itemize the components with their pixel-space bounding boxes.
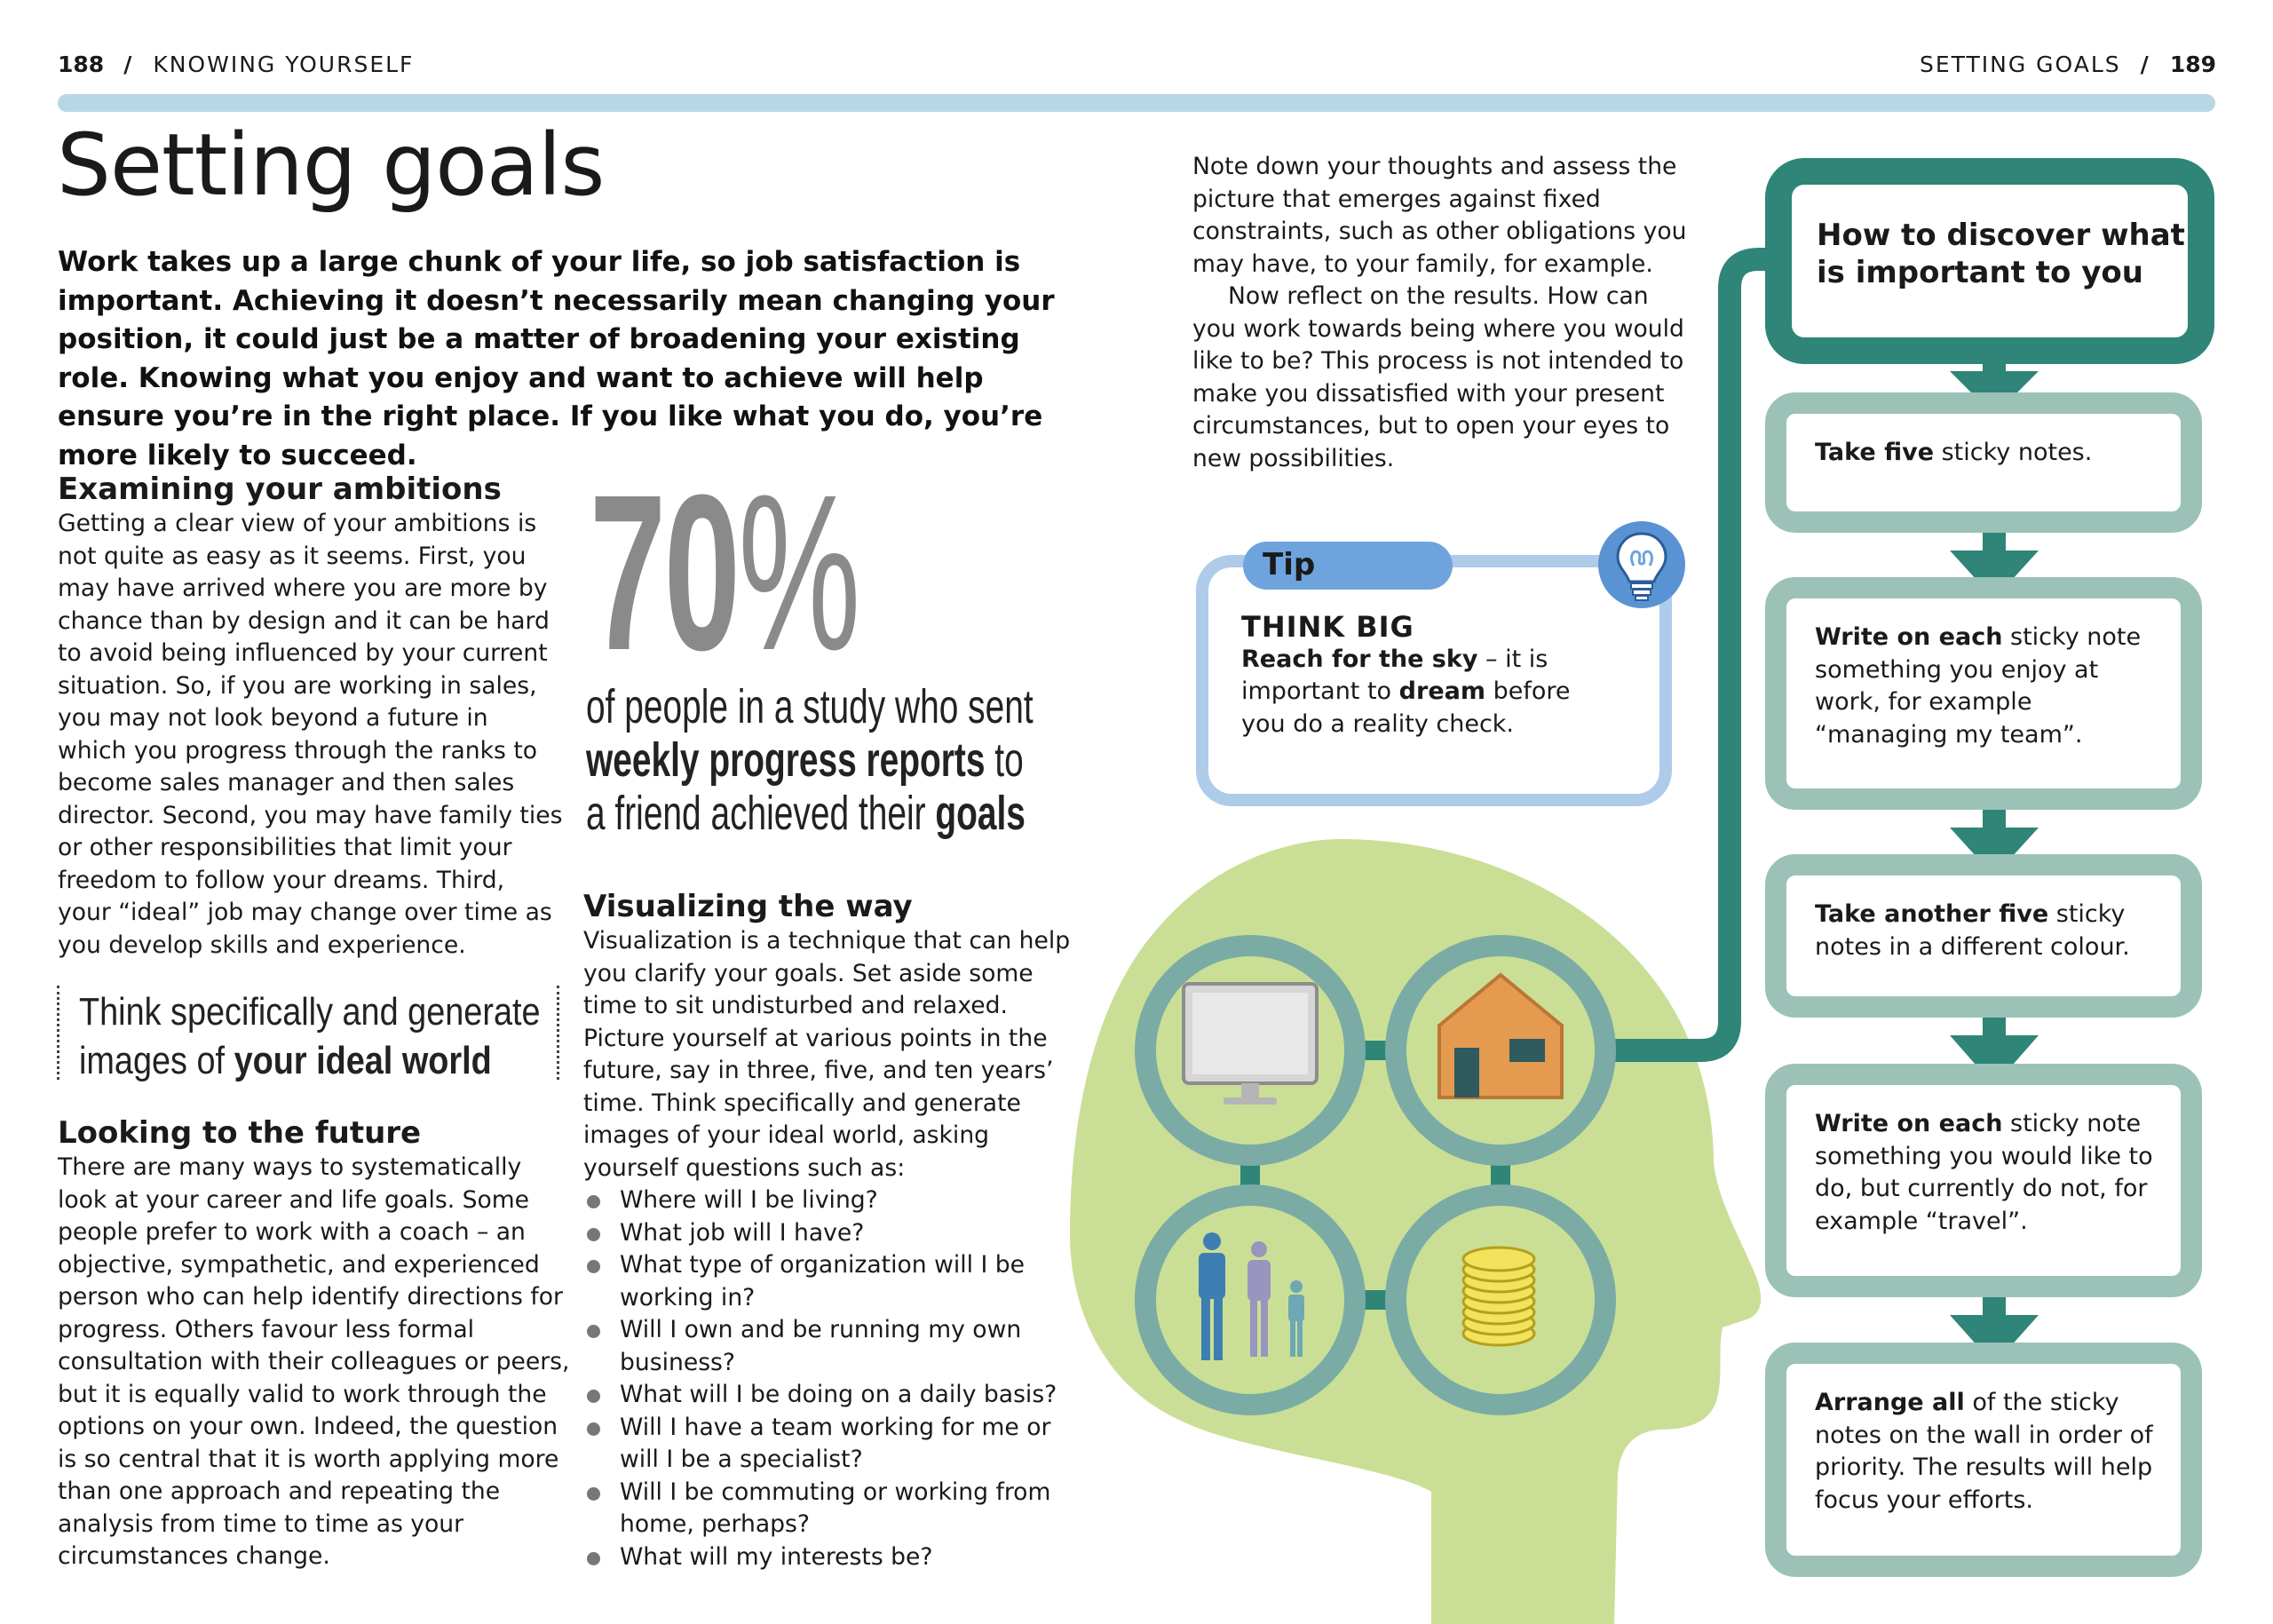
- list-item: What will I be doing on a daily basis?: [583, 1379, 1081, 1412]
- future-body: There are many ways to systematically look at your career and life goals. Some people prefer to work with a coach – an objective, sympathetic, and experienced person who can help identify directions for progress. Others favour less formal consultation with their colleagues or peers, but it is equally valid to work through the options on your own. Indeed, the question is so central that it is worth applying more than one approach and repeating the analysis from time to time as your circumstances change.: [58, 1153, 570, 1570]
- right-running-header: SETTING GOALS / 189: [1920, 51, 2216, 77]
- right-page-number: 189: [2169, 51, 2216, 77]
- examining-heading: Examining your ambitions: [58, 471, 502, 507]
- tip-label: Tip: [1263, 547, 1316, 582]
- stat-number: 70%: [590, 448, 859, 696]
- flow-step-2: Write on each sticky note something you enjoy at work, for example “managing my team”.: [1765, 577, 2202, 810]
- left-running-header: 188 / KNOWING YOURSELF: [58, 51, 415, 77]
- flow-step-5: Arrange all of the sticky notes on the wall in order of priority. The results will help focus your efforts.: [1765, 1343, 2202, 1577]
- pull-quote-line1: Think specifically and generate: [79, 990, 541, 1034]
- visualizing-body: Visualization is a technique that can help you clarify your goals. Set aside some time to sit undisturbed and relaxed. Picture yourself at various points in the future, say in three, five, and ten years’ time. Think specifically and generate images of your ideal world, asking yourself questions such as:: [583, 927, 1071, 1182]
- flow-step-4: Write on each sticky note something you would like to do, but currently do not, for example “travel”.: [1765, 1064, 2202, 1297]
- right-section-title: SETTING GOALS: [1920, 51, 2121, 77]
- flow-step-3: Take another five sticky notes in a different colour.: [1765, 854, 2202, 1018]
- pull-quote-line2: images of: [79, 1039, 234, 1082]
- tip-content: THINK BIG Reach for the sky – it is important to dream before you do a reality check.: [1241, 611, 1614, 741]
- stat-caption: of people in a study who sent weekly progress reports to a friend achieved their goals: [586, 680, 1034, 840]
- list-item: Will I be commuting or working from home, perhaps?: [583, 1477, 1081, 1541]
- list-item: What job will I have?: [583, 1217, 1081, 1250]
- flow-step-1: Take five sticky notes.: [1765, 392, 2202, 533]
- list-item: Will I have a team working for me or will I be a specialist?: [583, 1412, 1081, 1477]
- list-item: Where will I be living?: [583, 1184, 1081, 1217]
- left-section-title: KNOWING YOURSELF: [153, 51, 415, 77]
- flowchart-title: How to discover what is important to you: [1817, 218, 2185, 290]
- page-title: Setting goals: [57, 115, 605, 215]
- pull-quote-emphasis: your ideal world: [234, 1039, 492, 1082]
- coins-icon: [1463, 1248, 1534, 1345]
- examining-body: Getting a clear view of your ambitions is not quite as easy as it seems. First, you may have arrived where you are more by chance than by design and it can be hard to avoid being influenced by your current situation. So, if you are working in sales, you may not look beyond a future in which you progress through the ranks to become sales manager and then sales director. Second, you may have family ties or other responsibilities that limit your freedom to follow your dreams. Third, your “ideal” job may change over time as you develop skills and experience.: [58, 510, 563, 959]
- stat-percent-sign: %: [738, 448, 859, 696]
- flowchart-title-box: [1765, 158, 2214, 364]
- visualizing-heading: Visualizing the way: [583, 889, 913, 924]
- reflect-para2: Now reflect on the results. How can you work towards being where you would like to be? This process is not intended to make you dissatisfied with your present circumstances, but to open your eyes to new possibilities.: [1192, 282, 1684, 472]
- list-item: Will I own and be running my own business?: [583, 1314, 1081, 1379]
- future-heading: Looking to the future: [58, 1115, 422, 1151]
- intro-paragraph: Work takes up a large chunk of your life, so job satisfaction is important. Achieving it doesn’t necessarily mean changing your position, it could just be a matter of broadening your existing role. Knowing what you enjoy and want to achieve will help ensure you’re in the right place. If you like what you do, you’re more likely to succeed.: [58, 246, 1055, 471]
- tip-title: THINK BIG: [1241, 610, 1414, 644]
- list-item: What will my interests be?: [583, 1541, 1081, 1574]
- left-page-number: 188: [58, 51, 105, 77]
- reflect-para1: Note down your thoughts and assess the picture that emerges against fixed constraints, such as other obligations you may have, to your family, for example.: [1192, 153, 1687, 278]
- tip-label-tab: [1243, 542, 1453, 590]
- list-item: What type of organization will I be working in?: [583, 1249, 1081, 1314]
- lightbulb-icon: [1598, 521, 1685, 608]
